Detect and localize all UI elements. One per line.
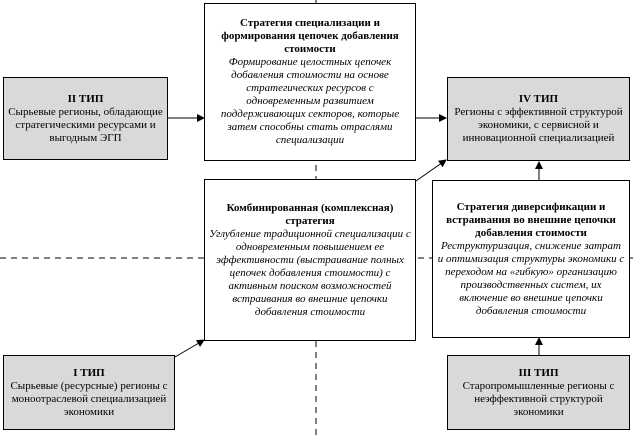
- type4-body: Регионы с эффективной структурой экономики, с сервисной и инновационной специализацией: [454, 106, 623, 144]
- type3-title: III ТИП: [518, 366, 559, 379]
- arrow-type1-to-comb: [175, 340, 204, 357]
- arrow-comb-to-type4: [416, 160, 446, 181]
- strategy-diversification-title: Стратегия диверсификации и встраивания во внешние цепочки добавления стоимости: [446, 200, 616, 239]
- type3-box: [447, 355, 630, 430]
- type2-title: II ТИП: [67, 92, 104, 105]
- strategy-combined-box: [204, 179, 416, 341]
- strategy-diversification-body: Реструктуризация, снижение затрат и оптимизация структуры экономики с переходом на «гибкую» организацию производственных систем, их включение во внешние цепочки добавления стоимости: [437, 239, 625, 317]
- strategy-combined-body: Углубление традиционной специализации с одновременным повышением ее эффективности (выстраивание полных цепочек добавления стоимости) с активным поиском возможностей встраивания во внешние цепочки добавления стоимости: [209, 227, 411, 318]
- type3-body: Старопромышленные регионы с неэффективной структурой экономики: [462, 379, 615, 418]
- strategy-specialization-body: Формирование целостных цепочек добавления стоимости на основе стратегических ресурсов с одновременным развитием поддерживающих секторов, которые затем способны стать отраслями специализации: [220, 56, 400, 146]
- strategy-specialization-title: Стратегия специализации и формирования цепочек добавления стоимости: [221, 17, 399, 55]
- type2-body: Сырьевые регионы, обладающие стратегическими ресурсами и выгодным ЭГП: [8, 105, 163, 144]
- type1-title: I ТИП: [73, 366, 105, 379]
- type4-box: [447, 77, 630, 161]
- strategy-specialization-box: [204, 3, 416, 161]
- type1-box: [3, 355, 175, 430]
- type1-body: Сырьевые (ресурсные) регионы с моноотраслевой специализацией экономики: [10, 379, 168, 418]
- type2-box: [3, 77, 168, 160]
- type4-title: IV ТИП: [518, 93, 559, 105]
- strategy-diversification-box: [432, 180, 630, 338]
- strategy-combined-title: Комбинированная (комплексная) стратегия: [226, 201, 394, 227]
